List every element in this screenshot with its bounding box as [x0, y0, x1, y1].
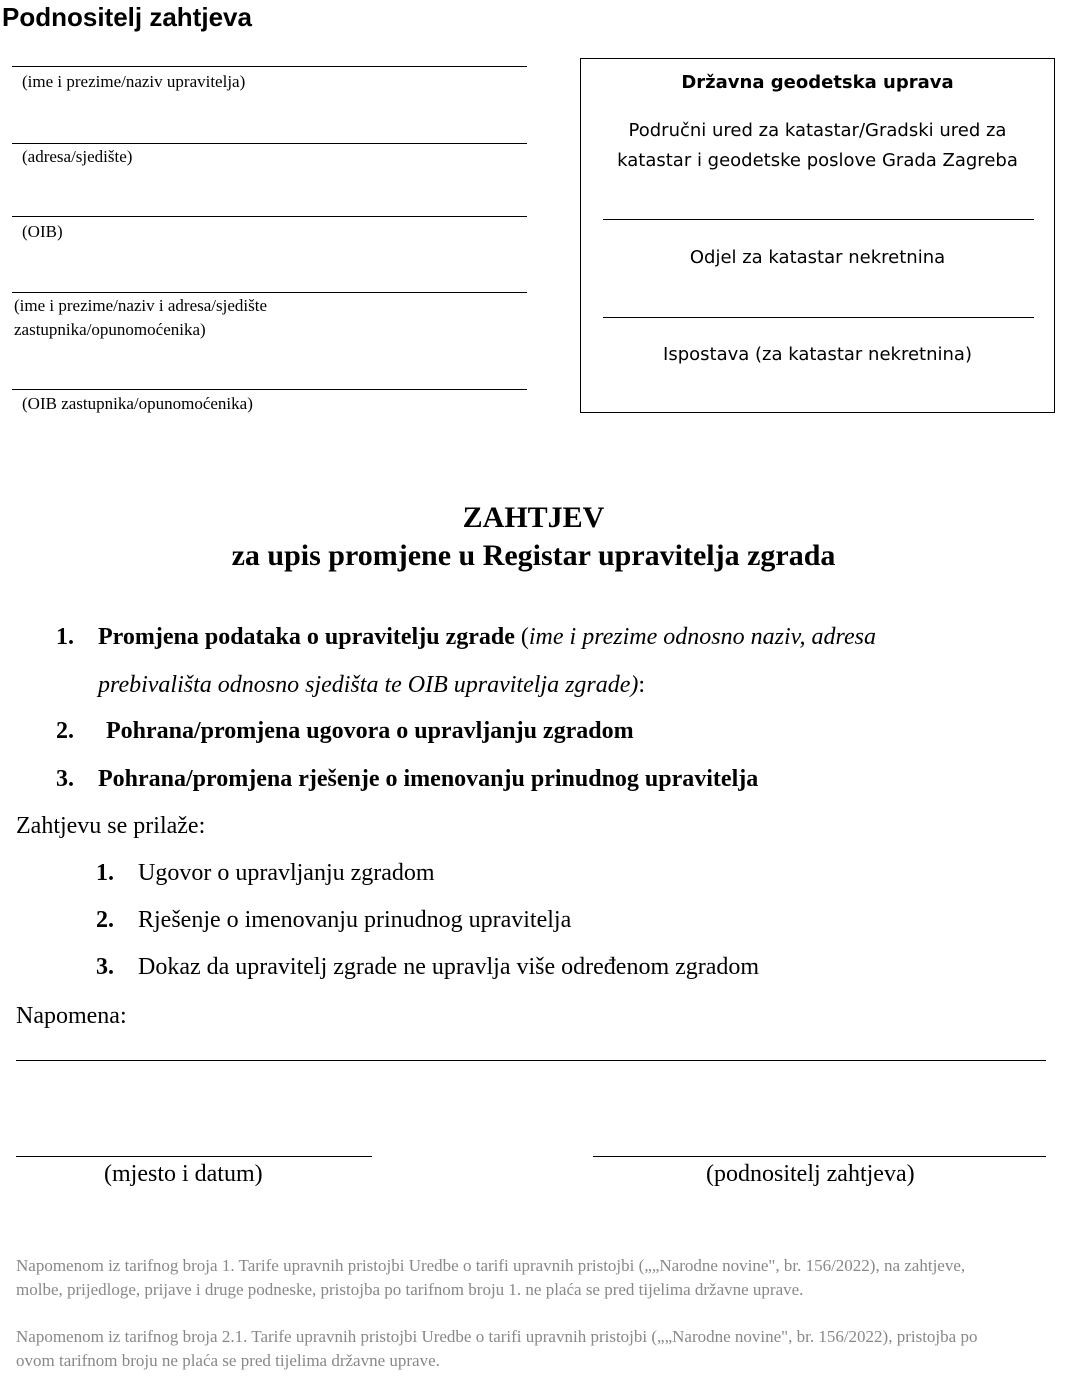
representative-name-label-line1: (ime i prezime/naziv i adresa/sjedište: [14, 296, 268, 315]
office-name: Državna geodetska uprava: [681, 72, 954, 93]
document-subtitle: za upis promjene u Registar upravitelja zgrada: [231, 539, 836, 572]
attachment-item-3: [96, 952, 759, 982]
applicant-oib-line[interactable]: [12, 216, 527, 217]
office-branch: Ispostava (za katastar nekretnina): [663, 344, 972, 365]
request-detail: ime i prezime odnosno naziv, adresa: [528, 624, 876, 650]
applicant-name-line[interactable]: [12, 66, 527, 67]
request-item-1-continued: [98, 670, 645, 700]
office-department-blank-line[interactable]: [603, 317, 1034, 318]
office-unit-blank-line[interactable]: [603, 219, 1034, 220]
representative-name-label-line2: zastupnika/opunomoćenika): [14, 320, 206, 339]
request-colon: :: [638, 672, 646, 698]
request-detail-continued: prebivališta odnosno sjedišta te OIB upravitelja zgrade): [98, 672, 639, 698]
attachment-text: Dokaz da upravitelj zgrade ne upravlja više određenom zgradom: [138, 954, 760, 980]
request-paren: (: [514, 624, 529, 650]
request-title: Pohrana/promjena rješenje o imenovanju prinudnog upravitelja: [98, 766, 759, 792]
applicant-oib-label: (OIB): [22, 222, 63, 241]
applicant-section-title: Podnositelj zahtjeva: [2, 2, 252, 32]
place-date-line[interactable]: [16, 1156, 372, 1157]
fee-footnote-2: Napomenom iz tarifnog broja 2.1. Tarife upravnih pristojbi Uredbe o tarifi upravnih pristojbi („„Narodne novine", br. 156/2022), pristojba po ovom tarifnom broju ne plaća se pred tijelima državne uprave.: [16, 1327, 978, 1370]
representative-name-line[interactable]: [12, 292, 527, 293]
request-number: 3.: [56, 766, 74, 792]
request-item-2: [56, 716, 634, 746]
applicant-address-line[interactable]: [12, 143, 527, 144]
attachment-number: 3.: [96, 954, 114, 980]
representative-oib-label: (OIB zastupnika/opunomoćenika): [22, 394, 253, 413]
applicant-name-label: (ime i prezime/naziv upravitelja): [22, 72, 246, 91]
attachment-item-1: [96, 858, 435, 888]
request-title: Promjena podataka o upravitelju zgrade: [98, 624, 515, 650]
document-title: ZAHTJEV: [462, 501, 605, 534]
place-date-label: (mjesto i datum): [104, 1161, 263, 1187]
request-item-3: [56, 764, 758, 794]
applicant-signature-label: (podnositelj zahtjeva): [706, 1161, 915, 1187]
attachment-text: Ugovor o upravljanju zgradom: [138, 860, 435, 886]
request-item-1: [56, 622, 876, 652]
representative-oib-line[interactable]: [12, 389, 527, 390]
attachment-item-2: [96, 905, 571, 935]
office-unit-line2: katastar i geodetske poslove Grada Zagreba: [617, 150, 1018, 171]
note-blank-line[interactable]: [16, 1060, 1046, 1061]
attachment-number: 2.: [96, 907, 114, 933]
attachment-text: Rješenje o imenovanju prinudnog upravitelja: [138, 907, 572, 933]
applicant-signature-line[interactable]: [593, 1156, 1046, 1157]
attachments-label: Zahtjevu se prilaže:: [16, 813, 206, 839]
attachment-number: 1.: [96, 860, 114, 886]
applicant-address-label: (adresa/sjedište): [22, 147, 133, 166]
office-department: Odjel za katastar nekretnina: [689, 247, 946, 268]
note-label: Napomena:: [16, 1003, 127, 1029]
request-number: 1.: [56, 624, 74, 650]
fee-footnote-1: Napomenom iz tarifnog broja 1. Tarife upravnih pristojbi Uredbe o tarifi upravnih pristojbi („„Narodne novine", br. 156/2022), na zahtjeve, molbe, prijedloge, prijave i druge podneske, pristojba po tarifnom broju 1. ne plaća se pred tijelima državne uprave.: [16, 1256, 966, 1299]
request-number: 2.: [56, 718, 74, 744]
request-title: Pohrana/promjena ugovora o upravljanju zgradom: [106, 718, 634, 744]
office-unit-line1: Područni ured za katastar/Gradski ured za: [628, 120, 1007, 141]
recipient-office-box: [580, 58, 1055, 413]
